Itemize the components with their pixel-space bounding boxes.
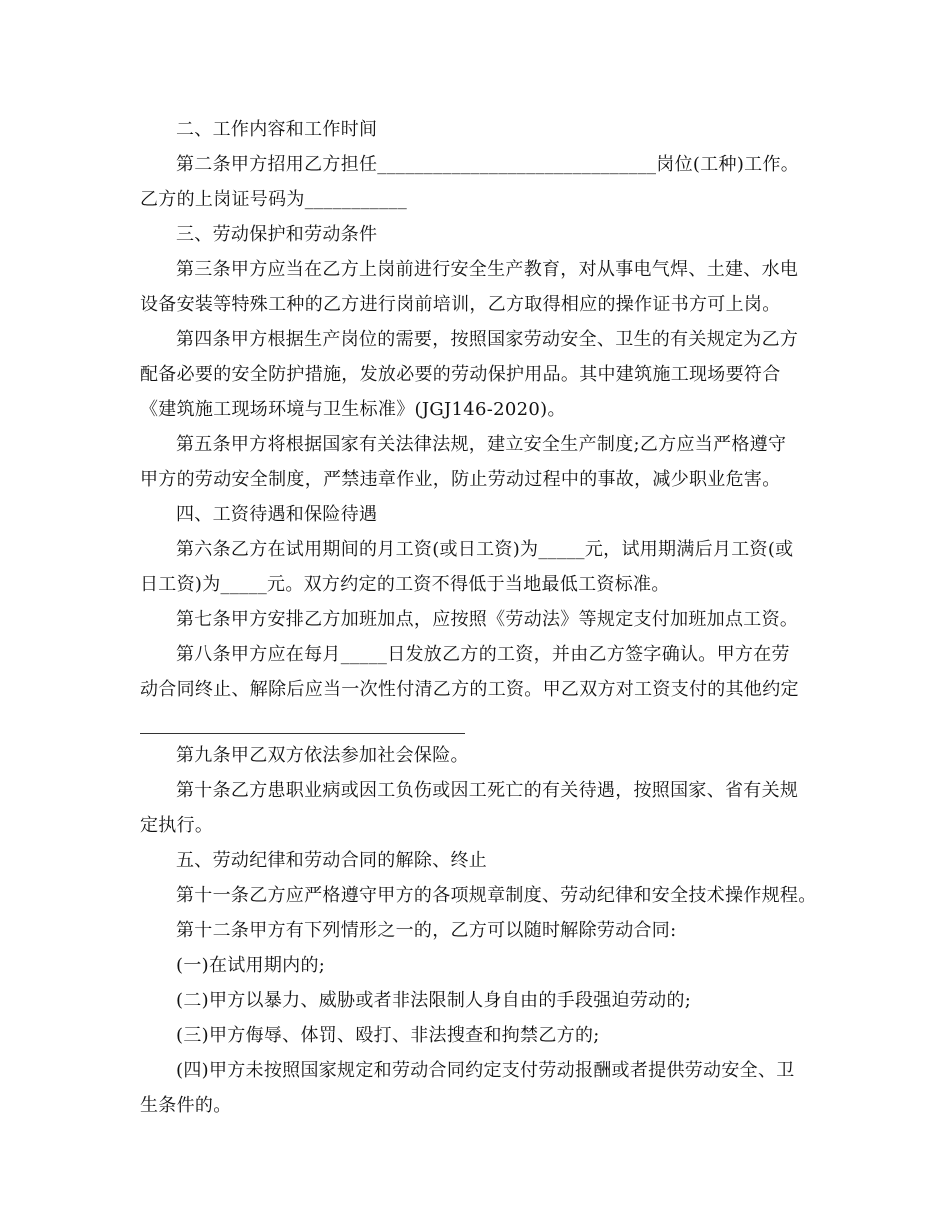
clause-10-line-1: 第十条乙方患职业病或因工负伤或因工死亡的有关待遇，按照国家、省有关规 [176,780,799,801]
clause-12-item-3: (三)甲方侮辱、体罚、殴打、非法搜查和拘禁乙方的; [176,1025,600,1046]
clause-12-item-4-line-2: 生条件的。 [140,1095,232,1116]
clause-4-line-2: 配备必要的安全防护措施，发放必要的劳动保护用品。其中建筑施工现场要符合 [140,364,781,385]
section-heading-2: 二、工作内容和工作时间 [176,119,378,140]
clause-5-line-2: 甲方的劳动安全制度，严禁违章作业，防止劳动过程中的事故，减少职业危害。 [140,469,781,490]
clause-3-line-2: 设备安装等特殊工种的乙方进行岗前培训，乙方取得相应的操作证书方可上岗。 [140,294,781,315]
clause-4-line-3: 《建筑施工现场环境与卫生标准》(JGJ146-2020)。 [140,399,566,420]
blank-fill-line [140,733,465,734]
clause-8-line-1: 第八条甲方应在每月_____日发放乙方的工资，并由乙方签字确认。甲方在劳 [176,644,790,665]
clause-2-line-2: 乙方的上岗证号码为___________ [140,189,407,210]
clause-3-line-1: 第三条甲方应当在乙方上岗前进行安全生产教育，对从事电气焊、土建、水电 [176,259,799,280]
clause-6-line-2: 日工资)为_____元。双方约定的工资不得低于当地最低工资标准。 [140,574,670,595]
clause-12-item-4-line-1: (四)甲方未按照国家规定和劳动合同约定支付劳动报酬或者提供劳动安全、卫 [176,1060,795,1081]
clause-12-item-2: (二)甲方以暴力、威胁或者非法限制人身自由的手段强迫劳动的; [176,990,692,1011]
clause-7: 第七条甲方安排乙方加班加点，应按照《劳动法》等规定支付加班加点工资。 [176,609,799,630]
section-heading-5: 五、劳动纪律和劳动合同的解除、终止 [176,850,488,871]
section-heading-3: 三、劳动保护和劳动条件 [176,224,378,245]
clause-5-line-1: 第五条甲方将根据国家有关法律法规，建立安全生产制度;乙方应当严格遵守 [176,434,787,455]
clause-6-line-1: 第六条乙方在试用期间的月工资(或日工资)为_____元，试用期满后月工资(或 [176,539,794,560]
clause-12: 第十二条甲方有下列情形之一的，乙方可以随时解除劳动合同: [176,920,677,941]
clause-2-line-1: 第二条甲方招用乙方担任______________________________岗位(工种)工作。 [176,154,800,175]
clause-4-line-1: 第四条甲方根据生产岗位的需要，按照国家劳动安全、卫生的有关规定为乙方 [176,329,799,350]
section-heading-4: 四、工资待遇和保险待遇 [176,504,378,525]
clause-10-line-2: 定执行。 [140,815,214,836]
clause-11: 第十一条乙方应严格遵守甲方的各项规章制度、劳动纪律和安全技术操作规程。 [176,885,817,906]
clause-8-line-2: 动合同终止、解除后应当一次性付清乙方的工资。甲乙双方对工资支付的其他约定 [140,679,799,700]
clause-12-item-1: (一)在试用期内的; [176,955,326,976]
clause-9: 第九条甲乙双方依法参加社会保险。 [176,745,469,766]
